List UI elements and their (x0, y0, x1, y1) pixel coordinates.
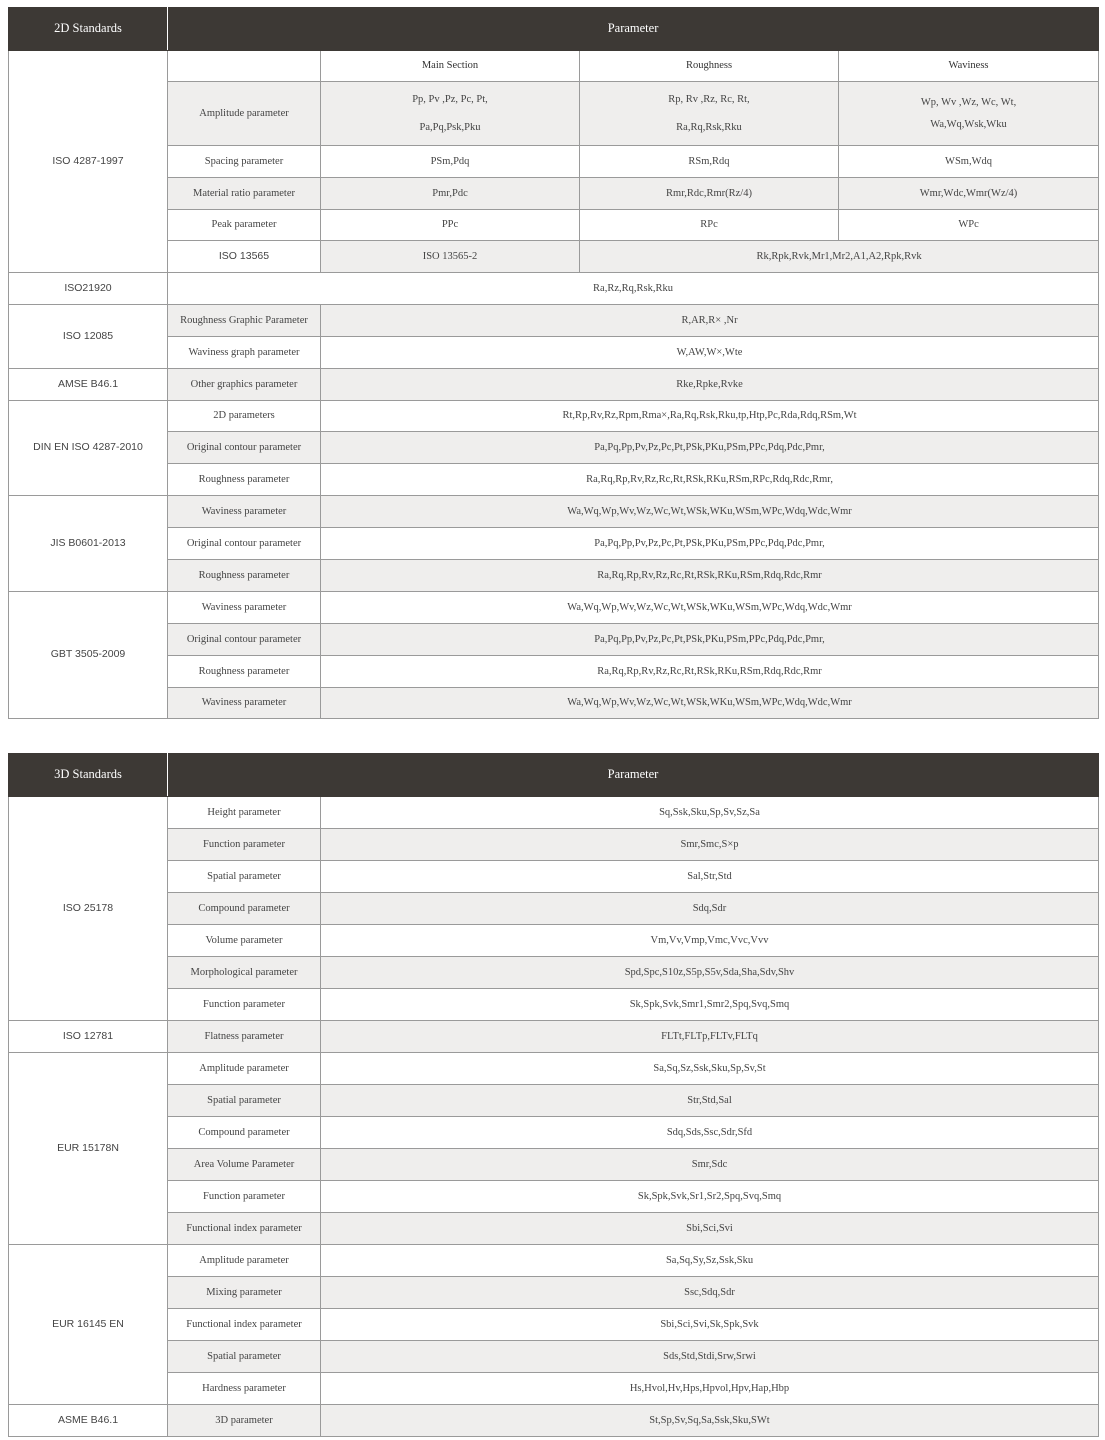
param-label: Waviness parameter (168, 496, 321, 528)
param-label: Roughness parameter (168, 656, 321, 688)
param-label: Compound parameter (168, 1117, 321, 1149)
standard-iso-21920: ISO21920 (9, 273, 168, 305)
table-row (9, 1085, 1099, 1117)
subheader-empty (168, 51, 321, 82)
param-label: Functional index parameter (168, 1213, 321, 1245)
param-label: ISO 13565-2 (321, 241, 580, 273)
table-row (9, 82, 1099, 146)
header-2d-standards: 2D Standards (9, 8, 168, 51)
standard-gbt-3505: GBT 3505-2009 (9, 592, 168, 719)
table-2d-standards (8, 7, 1099, 719)
param-label: Material ratio parameter (168, 178, 321, 210)
param-label: Function parameter (168, 989, 321, 1021)
param-label: Other graphics parameter (168, 369, 321, 401)
table-row (9, 1117, 1099, 1149)
param-label: Original contour parameter (168, 528, 321, 560)
cell-main-section: PPc (321, 210, 580, 241)
cell-roughness: RSm,Rdq (580, 146, 839, 178)
cell-value: Ssc,Sdq,Sdr (321, 1277, 1099, 1309)
param-label: Functional index parameter (168, 1309, 321, 1341)
table-row (9, 656, 1099, 688)
param-label: Waviness parameter (168, 688, 321, 719)
cell-value: W,AW,W×,Wte (321, 337, 1099, 369)
cell-value: Sa,Sq,Sz,Ssk,Sku,Sp,Sv,St (321, 1053, 1099, 1085)
standard-name: EUR 15178N (9, 1053, 168, 1245)
standard-amse-b46: AMSE B46.1 (9, 369, 168, 401)
param-label: Roughness parameter (168, 560, 321, 592)
cell-value: Pa,Pq,Pp,Pv,Pz,Pc,Pt,PSk,PKu,PSm,PPc,Pdq,Pdc,Pmr, (321, 528, 1099, 560)
table-row (9, 241, 1099, 273)
table-row (9, 925, 1099, 957)
cell-value: Sbi,Sci,Svi (321, 1213, 1099, 1245)
cell-value: Ra,Rz,Rq,Rsk,Rku (168, 273, 1099, 305)
table-row (9, 1245, 1099, 1277)
cell-value: Sal,Str,Std (321, 861, 1099, 893)
param-label: Waviness graph parameter (168, 337, 321, 369)
cell-value: Sdq,Sds,Ssc,Sdr,Sfd (321, 1117, 1099, 1149)
param-label: Spacing parameter (168, 146, 321, 178)
param-label: Mixing parameter (168, 1277, 321, 1309)
cell-value: Ra,Rq,Rp,Rv,Rz,Rc,Rt,RSk,RKu,RSm,Rdq,Rdc,Rmr (321, 560, 1099, 592)
param-label: Original contour parameter (168, 624, 321, 656)
cell-value: Spd,Spc,S10z,S5p,S5v,Sda,Sha,Sdv,Shv (321, 957, 1099, 989)
cell-main-section: PSm,Pdq (321, 146, 580, 178)
standard-name: ISO 25178 (9, 797, 168, 1021)
param-label: Function parameter (168, 1181, 321, 1213)
table-3d-body (9, 797, 1099, 1437)
cell-value: Sa,Sq,Sy,Sz,Ssk,Sku (321, 1245, 1099, 1277)
header-2d-parameter: Parameter (168, 8, 1099, 51)
param-label: Amplitude parameter (168, 1245, 321, 1277)
table-row (9, 432, 1099, 464)
cell-value: Str,Std,Sal (321, 1085, 1099, 1117)
cell-value: Wa,Wq,Wp,Wv,Wz,Wc,Wt,WSk,WKu,WSm,WPc,Wdq,Wdc,Wmr (321, 592, 1099, 624)
table-row (9, 861, 1099, 893)
cell-value: Smr,Sdc (321, 1149, 1099, 1181)
table-3d-standards (8, 753, 1099, 1437)
param-label: 3D parameter (168, 1405, 321, 1437)
table-row (9, 464, 1099, 496)
table-row (9, 369, 1099, 401)
param-label: Height parameter (168, 797, 321, 829)
cell-value: Rke,Rpke,Rvke (321, 369, 1099, 401)
param-label: Flatness parameter (168, 1021, 321, 1053)
standard-name: EUR 16145 EN (9, 1245, 168, 1405)
cell-value: Sdq,Sdr (321, 893, 1099, 925)
standard-name: ISO 12781 (9, 1021, 168, 1053)
cell-value: Wa,Wq,Wp,Wv,Wz,Wc,Wt,WSk,WKu,WSm,WPc,Wdq,Wdc,Wmr (321, 688, 1099, 719)
cell-value: St,Sp,Sv,Sq,Sa,Ssk,Sku,SWt (321, 1405, 1099, 1437)
table-row (9, 560, 1099, 592)
cell-value: FLTt,FLTp,FLTv,FLTq (321, 1021, 1099, 1053)
param-label: Hardness parameter (168, 1373, 321, 1405)
table-2d-header-row (9, 8, 1099, 51)
param-label: Morphological parameter (168, 957, 321, 989)
param-label: Function parameter (168, 829, 321, 861)
cell-value: Hs,Hvol,Hv,Hps,Hpvol,Hpv,Hap,Hbp (321, 1373, 1099, 1405)
param-label: Spatial parameter (168, 861, 321, 893)
table-row (9, 337, 1099, 369)
table-row (9, 1341, 1099, 1373)
cell-value: Sk,Spk,Svk,Smr1,Smr2,Spq,Svq,Smq (321, 989, 1099, 1021)
table-row (9, 1309, 1099, 1341)
table-row (9, 893, 1099, 925)
standard-din-en-iso-4287: DIN EN ISO 4287-2010 (9, 401, 168, 496)
cell-value: Sbi,Sci,Svi,Sk,Spk,Svk (321, 1309, 1099, 1341)
cell-waviness: WSm,Wdq (839, 146, 1099, 178)
cell-value: Pa,Pq,Pp,Pv,Pz,Pc,Pt,PSk,PKu,PSm,PPc,Pdq,Pdc,Pmr, (321, 624, 1099, 656)
cell-waviness: Wmr,Wdc,Wmr(Wz/4) (839, 178, 1099, 210)
cell-main-section: Pp, Pv ,Pz, Pc, Pt, Pa,Pq,Psk,Pku (321, 82, 580, 146)
cell-roughness: RPc (580, 210, 839, 241)
table-row (9, 1213, 1099, 1245)
param-label: Area Volume Parameter (168, 1149, 321, 1181)
subheader-waviness: Waviness (839, 51, 1099, 82)
table-row (9, 210, 1099, 241)
subheader-row (9, 51, 1099, 82)
cell-roughness: Rmr,Rdc,Rmr(Rz/4) (580, 178, 839, 210)
table-row (9, 1053, 1099, 1085)
cell-value: R,AR,R× ,Nr (321, 305, 1099, 337)
table-3d-header-row (9, 754, 1099, 797)
cell-value: Rk,Rpk,Rvk,Mr1,Mr2,A1,A2,Rpk,Rvk (580, 241, 1099, 273)
cell-value: Ra,Rq,Rp,Rv,Rz,Rc,Rt,RSk,RKu,RSm,RPc,Rdq,Rdc,Rmr, (321, 464, 1099, 496)
param-label: Original contour parameter (168, 432, 321, 464)
table-row (9, 178, 1099, 210)
table-row (9, 1373, 1099, 1405)
subheader-roughness: Roughness (580, 51, 839, 82)
table-row (9, 829, 1099, 861)
table-row (9, 989, 1099, 1021)
table-row (9, 797, 1099, 829)
table-row (9, 1021, 1099, 1053)
cell-value: Sk,Spk,Svk,Sr1,Sr2,Spq,Svq,Smq (321, 1181, 1099, 1213)
param-label: Roughness Graphic Parameter (168, 305, 321, 337)
cell-value: Wa,Wq,Wp,Wv,Wz,Wc,Wt,WSk,WKu,WSm,WPc,Wdq,Wdc,Wmr (321, 496, 1099, 528)
param-label: 2D parameters (168, 401, 321, 432)
cell-value: Sq,Ssk,Sku,Sp,Sv,Sz,Sa (321, 797, 1099, 829)
param-label: Amplitude parameter (168, 82, 321, 146)
table-row (9, 957, 1099, 989)
header-3d-parameter: Parameter (168, 754, 1099, 797)
table-row (9, 273, 1099, 305)
standard-iso-4287: ISO 4287-1997 (9, 51, 168, 273)
table-row (9, 1277, 1099, 1309)
subheader-main-section: Main Section (321, 51, 580, 82)
table-row (9, 146, 1099, 178)
cell-value: Vm,Vv,Vmp,Vmc,Vvc,Vvv (321, 925, 1099, 957)
table-row (9, 1181, 1099, 1213)
standard-iso-12085: ISO 12085 (9, 305, 168, 369)
table-row (9, 1405, 1099, 1437)
cell-value: Ra,Rq,Rp,Rv,Rz,Rc,Rt,RSk,RKu,RSm,Rdq,Rdc,Rmr (321, 656, 1099, 688)
table-row (9, 624, 1099, 656)
cell-waviness: Wp, Wv ,Wz, Wc, Wt, Wa,Wq,Wsk,Wku (839, 82, 1099, 146)
cell-value: Sds,Std,Stdi,Srw,Srwi (321, 1341, 1099, 1373)
table-row (9, 401, 1099, 432)
table-row (9, 305, 1099, 337)
table-row (9, 528, 1099, 560)
cell-waviness: WPc (839, 210, 1099, 241)
standard-iso-13565: ISO 13565 (168, 241, 321, 273)
cell-value: Smr,Smc,S×p (321, 829, 1099, 861)
param-label: Volume parameter (168, 925, 321, 957)
cell-value: Rt,Rp,Rv,Rz,Rpm,Rma×,Ra,Rq,Rsk,Rku,tp,Htp,Pc,Rda,Rdq,RSm,Wt (321, 401, 1099, 432)
param-label: Compound parameter (168, 893, 321, 925)
cell-roughness: Rp, Rv ,Rz, Rc, Rt, Ra,Rq,Rsk,Rku (580, 82, 839, 146)
cell-value: Pa,Pq,Pp,Pv,Pz,Pc,Pt,PSk,PKu,PSm,PPc,Pdq,Pdc,Pmr, (321, 432, 1099, 464)
standard-jis-b0601: JIS B0601-2013 (9, 496, 168, 592)
param-label: Spatial parameter (168, 1085, 321, 1117)
param-label: Spatial parameter (168, 1341, 321, 1373)
standard-name: ASME B46.1 (9, 1405, 168, 1437)
param-label: Roughness parameter (168, 464, 321, 496)
cell-main-section: Pmr,Pdc (321, 178, 580, 210)
param-label: Waviness parameter (168, 592, 321, 624)
param-label: Peak parameter (168, 210, 321, 241)
param-label: Amplitude parameter (168, 1053, 321, 1085)
table-row (9, 496, 1099, 528)
header-3d-standards: 3D Standards (9, 754, 168, 797)
table-row (9, 1149, 1099, 1181)
table-row (9, 688, 1099, 719)
table-row (9, 592, 1099, 624)
